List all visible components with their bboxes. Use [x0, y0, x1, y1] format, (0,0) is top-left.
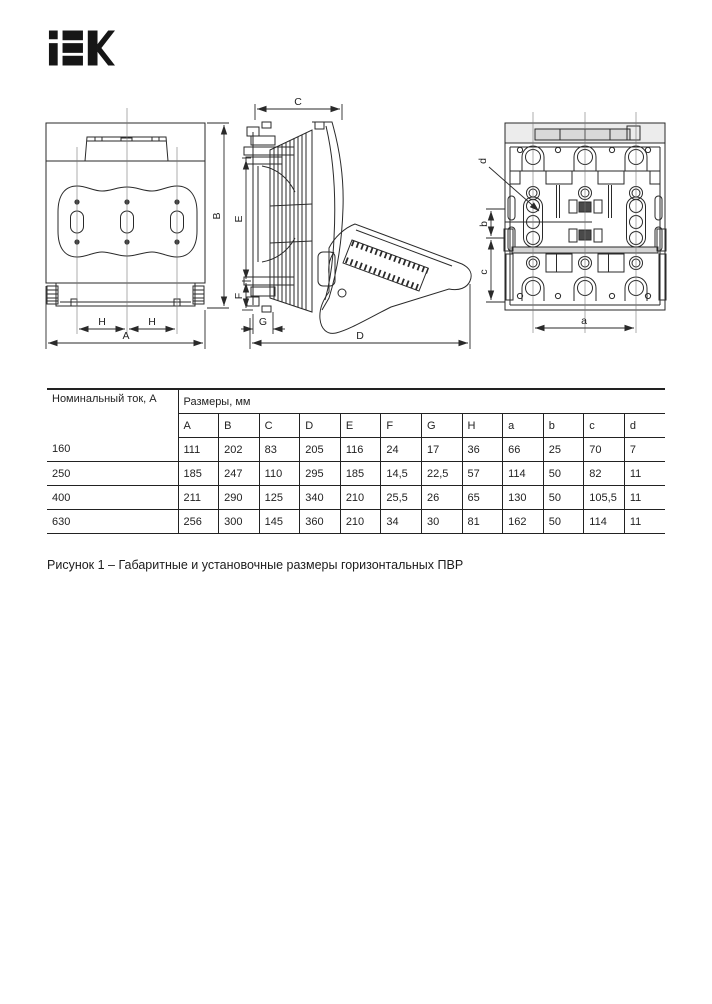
- dimension-value-cell: 14,5: [381, 462, 422, 486]
- table-row: [47, 486, 665, 510]
- front-housing: [312, 122, 343, 310]
- dimensions-table: [47, 388, 665, 534]
- front-view-drawing: [46, 108, 229, 349]
- dimension-value-cell: 185: [178, 462, 219, 486]
- dimension-column-header: c: [584, 414, 625, 438]
- dimension-value-cell: 210: [340, 510, 381, 534]
- dimension-value-cell: 83: [259, 438, 300, 462]
- dimension-value-cell: 185: [340, 462, 381, 486]
- dimension-value-cell: 57: [462, 462, 503, 486]
- dimension-value-cell: 82: [584, 462, 625, 486]
- dimension-value-cell: 81: [462, 510, 503, 534]
- side-view-drawing: [233, 96, 471, 349]
- dimension-value-cell: 26: [421, 486, 462, 510]
- dimension-value-cell: 65: [462, 486, 503, 510]
- dimension-value-cell: 210: [340, 486, 381, 510]
- table-row: [47, 510, 665, 534]
- dimension-value-cell: 114: [503, 462, 544, 486]
- dimension-value-cell: 300: [219, 510, 260, 534]
- rear-view-drawing: [477, 112, 666, 333]
- dimension-column-header: C: [259, 414, 300, 438]
- dimension-value-cell: 36: [462, 438, 503, 462]
- dimension-value-cell: 7: [624, 438, 665, 462]
- dimension-value-cell: 247: [219, 462, 260, 486]
- dim-label-b: b: [478, 221, 490, 227]
- dimension-column-header: d: [624, 414, 665, 438]
- dimension-value-cell: 111: [178, 438, 219, 462]
- dim-label-A: A: [122, 330, 130, 342]
- current-value-cell: 250: [47, 462, 178, 486]
- dim-label-a: a: [581, 315, 587, 327]
- table-body: [47, 438, 665, 534]
- dimension-value-cell: 30: [421, 510, 462, 534]
- dimension-value-cell: 24: [381, 438, 422, 462]
- table-row: [47, 438, 665, 462]
- current-column-header: Номинальный ток, А: [52, 393, 157, 405]
- dimension-column-header: D: [300, 414, 341, 438]
- dimension-value-cell: 34: [381, 510, 422, 534]
- dim-label-D: D: [356, 330, 364, 342]
- current-value-cell: 630: [47, 510, 178, 534]
- dimension-column-header: H: [462, 414, 503, 438]
- dim-label-H-left: H: [98, 316, 106, 328]
- dim-label-H-right: H: [148, 316, 156, 328]
- dimension-value-cell: 295: [300, 462, 341, 486]
- dimension-value-cell: 11: [624, 486, 665, 510]
- sizes-group-header: Размеры, мм: [178, 389, 665, 414]
- dimension-value-cell: 202: [219, 438, 260, 462]
- dim-label-F: F: [233, 292, 245, 300]
- dimension-value-cell: 125: [259, 486, 300, 510]
- dimension-value-cell: 11: [624, 510, 665, 534]
- current-value-cell: 160: [47, 438, 178, 462]
- dimension-value-cell: 50: [543, 462, 584, 486]
- dimension-column-header: a: [503, 414, 544, 438]
- dimension-column-header: B: [219, 414, 260, 438]
- dimension-value-cell: 211: [178, 486, 219, 510]
- front-dimensions: [46, 123, 229, 349]
- dimension-value-cell: 11: [624, 462, 665, 486]
- dim-label-C: C: [294, 96, 302, 108]
- dimension-column-header: F: [381, 414, 422, 438]
- dimension-value-cell: 17: [421, 438, 462, 462]
- dimension-column-header: b: [543, 414, 584, 438]
- dimension-value-cell: 340: [300, 486, 341, 510]
- dimension-value-cell: 110: [259, 462, 300, 486]
- dimension-value-cell: 22,5: [421, 462, 462, 486]
- dimension-drawings: [0, 0, 712, 375]
- dimension-value-cell: 116: [340, 438, 381, 462]
- dimension-value-cell: 66: [503, 438, 544, 462]
- front-plate-outline: [58, 186, 197, 257]
- dim-label-B: B: [211, 212, 223, 220]
- dimension-value-cell: 50: [543, 510, 584, 534]
- switch-handle: [320, 224, 471, 333]
- dimension-value-cell: 25: [543, 438, 584, 462]
- centerlines: [77, 108, 177, 334]
- dimension-value-cell: 25,5: [381, 486, 422, 510]
- table-row: [47, 462, 665, 486]
- dimension-value-cell: 50: [543, 486, 584, 510]
- dimension-value-cell: 70: [584, 438, 625, 462]
- dim-label-c: c: [478, 269, 490, 275]
- dimension-value-cell: 360: [300, 510, 341, 534]
- dimension-value-cell: 105,5: [584, 486, 625, 510]
- lower-contacts: [527, 254, 643, 272]
- dimension-value-cell: 256: [178, 510, 219, 534]
- dimension-value-cell: 205: [300, 438, 341, 462]
- dim-label-G: G: [258, 316, 268, 328]
- dimension-value-cell: 114: [584, 510, 625, 534]
- dimension-value-cell: 145: [259, 510, 300, 534]
- dimension-value-cell: 130: [503, 486, 544, 510]
- figure-caption: Рисунок 1 – Габаритные и установочные размеры горизонтальных ПВР: [47, 558, 464, 572]
- dimension-column-header: E: [340, 414, 381, 438]
- dimension-value-cell: 162: [503, 510, 544, 534]
- current-value-cell: 400: [47, 486, 178, 510]
- upper-mounts: [517, 146, 650, 171]
- dim-label-d: d: [477, 158, 489, 164]
- dimension-column-header: A: [178, 414, 219, 438]
- dimension-value-cell: 290: [219, 486, 260, 510]
- dimension-column-header: G: [421, 414, 462, 438]
- dim-label-E: E: [233, 215, 245, 223]
